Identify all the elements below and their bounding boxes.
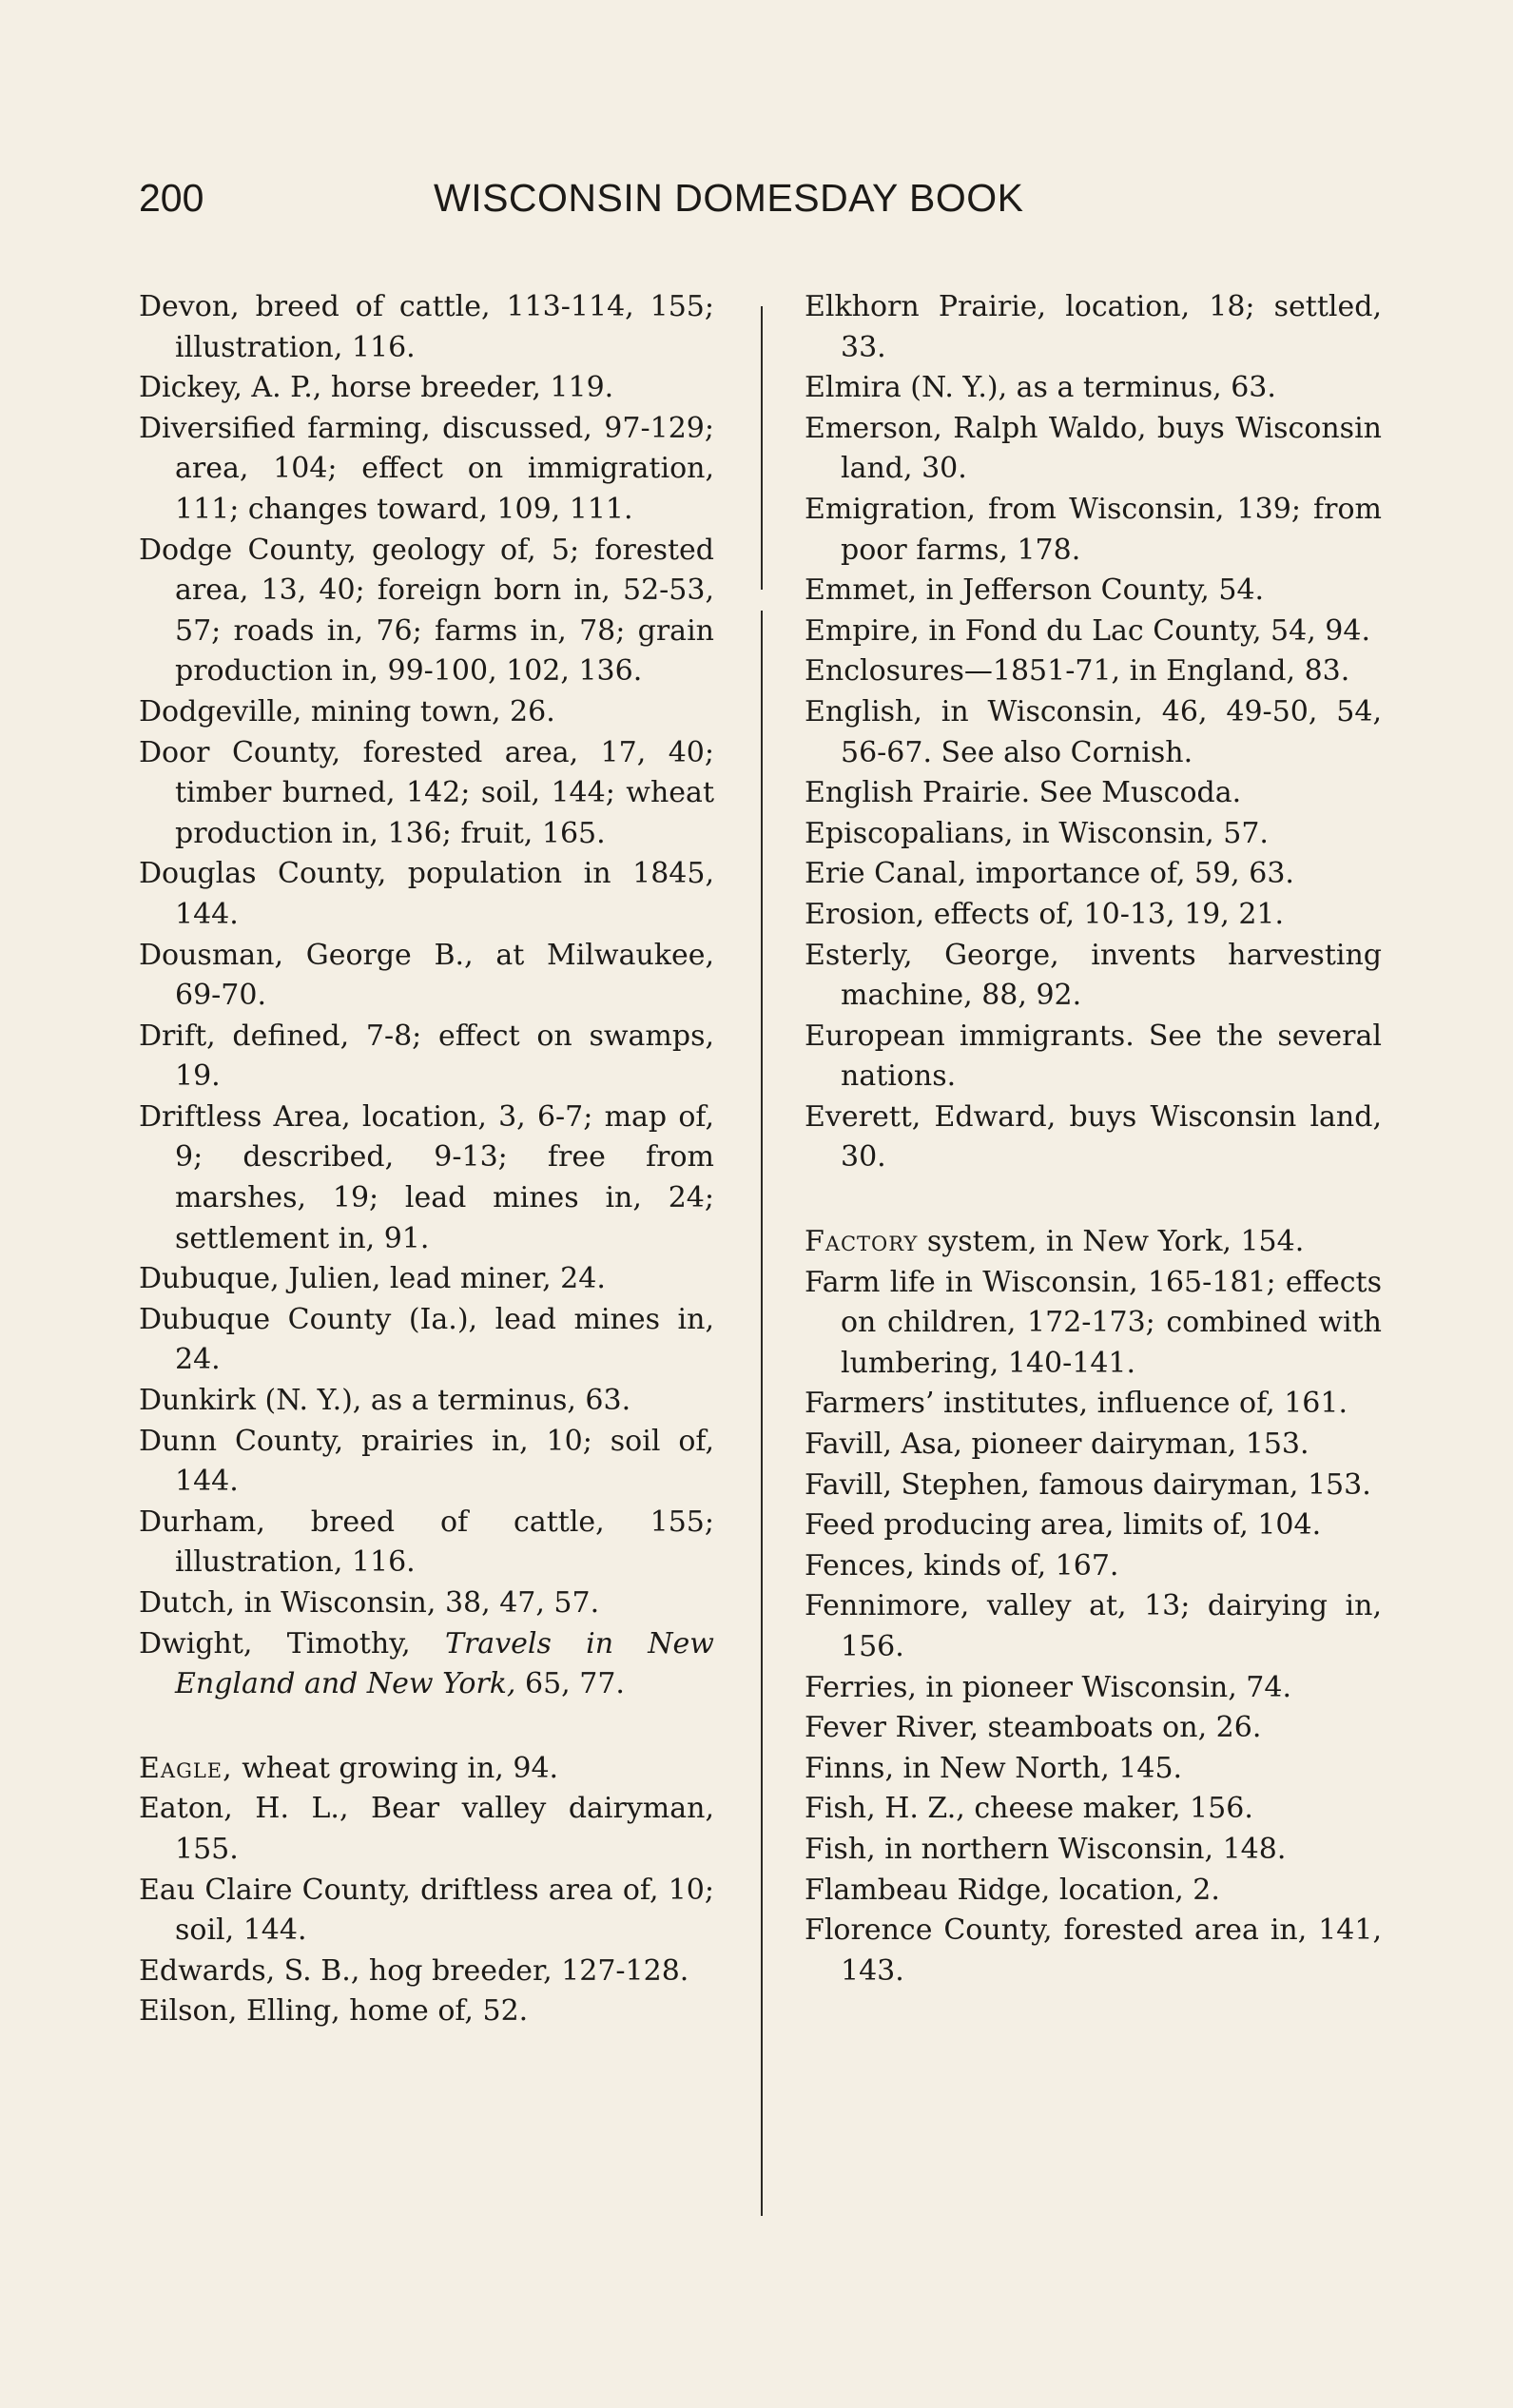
index-entry: Ferries, in pioneer Wisconsin, 74. <box>805 1670 1292 1704</box>
index-entry: Driftless Area, location, 3, 6-7; map of, 9; described, 9-13; free from marshes, 19; lead mines in, 24; settlement in, 91. <box>139 1099 714 1255</box>
index-entry: Fences, kinds of, 167. <box>805 1548 1119 1583</box>
index-entry: Erosion, effects of, 10-13, 19, 21. <box>805 897 1285 931</box>
column-divider-bottom <box>761 611 763 2216</box>
index-entry: Finns, in New North, 145. <box>805 1751 1183 1785</box>
index-entry: Dodge County, geology of, 5; forested area, 13, 40; foreign born in, 52-53, 57; roads in, 76; farms in, 78; grain production in, 99-100, 102, 136. <box>139 533 714 689</box>
dwight-pages: 65, 77. <box>515 1667 625 1701</box>
index-entry: Douglas County, population in 1845, 144. <box>139 857 714 931</box>
index-entry: Door County, forested area, 17, 40; timber burned, 142; soil, 144; wheat production in, 136; fruit, 165. <box>139 735 714 850</box>
index-entry: Eaton, H. L., Bear valley dairyman, 155. <box>139 1792 714 1866</box>
index-entry-factory <box>805 1222 1382 1263</box>
index-entry: Diversified farming, discussed, 97-129; area, 104; effect on immigration, 111; changes toward, 109, 111. <box>139 411 714 526</box>
column-divider-top <box>761 306 763 590</box>
index-entry: Fennimore, valley at, 13; dairying in, 156. <box>805 1589 1382 1663</box>
index-entry: Dutch, in Wisconsin, 38, 47, 57. <box>139 1586 600 1620</box>
section-lead-word: Factory <box>805 1225 919 1259</box>
index-entry: Fish, H. Z., cheese maker, 156. <box>805 1792 1253 1826</box>
index-entry: Farm life in Wisconsin, 165-181; effects on children, 172-173; combined with lumbering, 140-141. <box>805 1265 1382 1380</box>
index-entry: Enclosures—1851-71, in England, 83. <box>805 654 1350 689</box>
letter-section-gap <box>139 1705 714 1749</box>
index-entry: Dunkirk (N. Y.), as a terminus, 63. <box>139 1384 631 1418</box>
index-entry: Dunn County, prairies in, 10; soil of, 144. <box>139 1424 714 1499</box>
index-entry: European immigrants. See the several nations. <box>805 1019 1382 1094</box>
index-entry: Elmira (N. Y.), as a terminus, 63. <box>805 371 1276 405</box>
dwight-prefix: Dwight, Timothy, <box>139 1626 445 1660</box>
index-entry: Favill, Asa, pioneer dairyman, 153. <box>805 1427 1309 1462</box>
letter-section-gap <box>805 1178 1382 1222</box>
index-entry: Emmet, in Jefferson County, 54. <box>805 573 1265 608</box>
index-entry: Drift, defined, 7-8; effect on swamps, 19. <box>139 1019 714 1094</box>
index-entry: Flambeau Ridge, location, 2. <box>805 1873 1220 1907</box>
section-lead-word: Eagle, <box>139 1751 233 1785</box>
index-entry: Emigration, from Wisconsin, 139; from poor farms, 178. <box>805 492 1382 567</box>
index-entry: Everett, Edward, buys Wisconsin land, 30. <box>805 1099 1382 1175</box>
index-entry: Dousman, George B., at Milwaukee, 69-70. <box>139 938 714 1013</box>
index-entry: Esterly, George, invents harvesting machine, 88, 92. <box>805 938 1382 1013</box>
running-head: WISCONSIN DOMESDAY BOOK <box>434 176 1024 220</box>
index-entry: Emerson, Ralph Waldo, buys Wisconsin land, 30. <box>805 411 1382 486</box>
index-entry: Dubuque County (Ia.), lead mines in, 24. <box>139 1302 714 1377</box>
index-entry: Feed producing area, limits of, 104. <box>805 1508 1322 1543</box>
index-entry: Eilson, Elling, home of, 52. <box>139 1994 529 2029</box>
index-entry: English Prairie. See Muscoda. <box>805 776 1242 810</box>
index-entry: Edwards, S. B., hog breeder, 127-128. <box>139 1953 689 1988</box>
index-entry: Devon, breed of cattle, 113-114, 155; illustration, 116. <box>139 290 714 364</box>
index-entry: English, in Wisconsin, 46, 49-50, 54, 56-67. See also Cornish. <box>805 694 1382 769</box>
left-column <box>139 287 714 2032</box>
index-entry: Empire, in Fond du Lac County, 54, 94. <box>805 613 1370 648</box>
index-entry: Dubuque, Julien, lead miner, 24. <box>139 1262 606 1296</box>
index-entry: Fever River, steamboats on, 26. <box>805 1711 1262 1745</box>
factory-rest: system, in New York, 154. <box>918 1225 1305 1259</box>
index-entry: Durham, breed of cattle, 155; illustration, 116. <box>139 1505 714 1580</box>
index-entry: Farmers’ institutes, influence of, 161. <box>805 1387 1348 1421</box>
index-entry: Fish, in northern Wisconsin, 148. <box>805 1832 1287 1866</box>
index-entry: Eau Claire County, driftless area of, 10; soil, 144. <box>139 1873 714 1948</box>
index-entry: Dodgeville, mining town, 26. <box>139 694 555 728</box>
right-column <box>805 287 1382 1991</box>
index-entry: Elkhorn Prairie, location, 18; settled, 33. <box>805 290 1382 364</box>
eagle-rest: wheat growing in, 94. <box>232 1751 559 1785</box>
index-entry: Favill, Stephen, famous dairyman, 153. <box>805 1467 1371 1502</box>
index-entry-dwight <box>139 1624 714 1705</box>
index-entry-eagle <box>139 1749 714 1790</box>
page-number: 200 <box>139 176 204 220</box>
page-header <box>139 169 1096 226</box>
index-entry: Episcopalians, in Wisconsin, 57. <box>805 816 1269 850</box>
index-entry: Erie Canal, importance of, 59, 63. <box>805 857 1294 891</box>
book-title: Travels in New England and New York, <box>175 1626 714 1701</box>
index-entry: Florence County, forested area in, 141, 143. <box>805 1913 1382 1988</box>
index-entry: Dickey, A. P., horse breeder, 119. <box>139 371 614 405</box>
